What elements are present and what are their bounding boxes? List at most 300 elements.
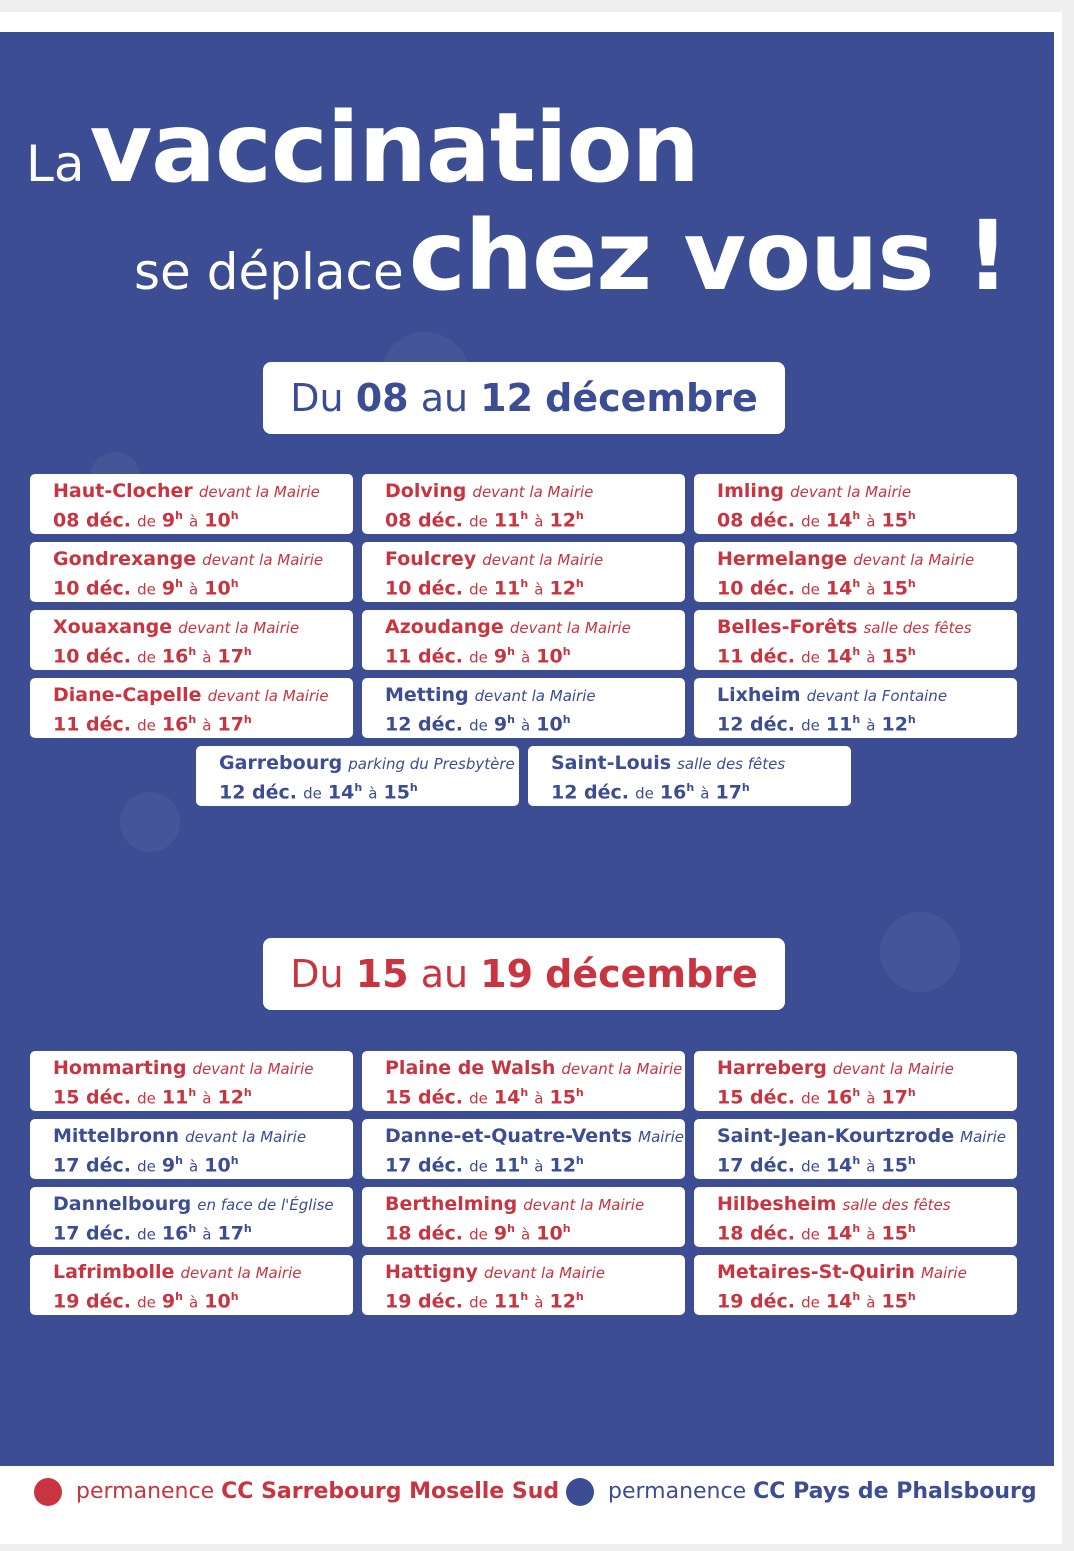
schedule-card [694,542,1017,602]
to-word: à [866,716,876,735]
card-line-1 [717,547,1017,572]
title-small-1: La [26,135,85,193]
from-word: de [801,1293,820,1312]
start-hour: 16 [161,645,189,668]
to-word: à [534,1157,544,1176]
card-line-2 [717,708,1017,737]
legend-blue-org: CC Pays de Phalsbourg [753,1479,1037,1504]
town-name: Lafrimbolle [53,1261,175,1283]
period-to: 19 [480,952,534,996]
card-line-2 [53,1217,353,1246]
hour-suffix: h [354,781,363,794]
schedule-card [362,474,685,534]
end-hour: 17 [217,1222,244,1245]
card-line-2 [717,504,1017,533]
card-line-2 [385,1081,685,1110]
card-line-1 [717,683,1017,708]
town-name: Azoudange [385,616,504,638]
card-line-1 [53,1124,353,1149]
period-mid: au [420,952,469,996]
to-word: à [521,1225,531,1244]
card-line-2 [717,1217,1017,1246]
date: 10 déc. [53,577,132,600]
start-hour: 11 [825,713,853,736]
card-line-2 [717,640,1017,669]
period-prefix: Du [290,376,344,420]
hour-suffix: h [175,1154,183,1167]
end-hour: 17 [881,1086,908,1109]
hour-suffix: h [852,509,861,522]
card-line-2 [53,1081,353,1110]
start-hour: 14 [327,781,355,804]
start-hour: 11 [493,577,521,600]
hour-suffix: h [507,1222,515,1235]
title-big-1: vaccination [89,92,699,204]
end-hour: 12 [549,1290,576,1313]
end-hour: 17 [217,713,244,736]
card-line-2 [385,504,685,533]
card-line-1 [219,751,519,776]
to-word: à [521,648,531,667]
start-hour: 14 [825,1290,853,1313]
schedule-card [30,1187,353,1247]
hour-suffix: h [852,645,861,658]
date: 08 déc. [385,509,464,532]
from-word: de [137,580,156,599]
card-line-2 [717,1285,1017,1314]
hour-suffix: h [520,1086,529,1099]
town-name: Saint-Louis [551,752,672,774]
to-word: à [189,512,199,531]
hour-suffix: h [507,713,515,726]
title-line-2 [134,200,1009,312]
town-name: Saint-Jean-Kourtzrode [717,1125,955,1147]
town-name: Belles-Forêts [717,616,858,638]
start-hour: 14 [825,1154,853,1177]
date: 19 déc. [717,1290,796,1313]
card-line-2 [717,572,1017,601]
card-line-1 [53,1260,353,1285]
virus-decoration [120,792,180,852]
end-hour: 10 [204,509,231,532]
town-name: Danne-et-Quatre-Vents [385,1125,633,1147]
period-month: décembre [545,952,758,996]
from-word: de [469,716,488,735]
hour-suffix: h [243,713,252,726]
to-word: à [202,648,212,667]
card-line-2 [53,640,353,669]
from-word: de [469,1293,488,1312]
end-hour: 10 [204,1154,231,1177]
venue: parking du Presbytère [348,755,515,773]
card-line-2 [385,1217,685,1246]
town-name: Dannelbourg [53,1193,192,1215]
schedule-card [30,1051,353,1111]
from-word: de [469,1157,488,1176]
town-name: Foulcrey [385,548,477,570]
date: 18 déc. [717,1222,796,1245]
venue: devant la Mairie [832,1060,954,1078]
schedule-card [30,1255,353,1315]
date: 12 déc. [551,781,630,804]
poster [0,32,1054,1466]
hour-suffix: h [243,645,252,658]
legend-red [34,1478,559,1518]
schedule-card [362,1051,685,1111]
town-name: Gondrexange [53,548,197,570]
period-mid: au [420,376,469,420]
venue: devant la Mairie [561,1060,683,1078]
schedule-card [30,542,353,602]
to-word: à [866,1089,876,1108]
card-line-1 [385,1260,685,1285]
date: 12 déc. [385,713,464,736]
start-hour: 9 [493,645,508,668]
hour-suffix: h [907,509,916,522]
hour-suffix: h [520,509,529,522]
schedule-card [694,1187,1017,1247]
to-word: à [866,1293,876,1312]
hour-suffix: h [243,1086,252,1099]
hour-suffix: h [741,781,750,794]
card-line-2 [53,1149,353,1178]
card-line-1 [385,479,685,504]
to-word: à [189,1293,199,1312]
town-name: Hommarting [53,1057,187,1079]
end-hour: 10 [204,577,231,600]
hour-suffix: h [243,1222,252,1235]
end-hour: 17 [217,645,244,668]
hour-suffix: h [852,1290,861,1303]
date: 17 déc. [385,1154,464,1177]
start-hour: 16 [825,1086,853,1109]
from-word: de [137,512,156,531]
start-hour: 11 [493,1290,521,1313]
town-name: Imling [717,480,785,502]
end-hour: 17 [715,781,742,804]
from-word: de [801,512,820,531]
schedule-card [30,1119,353,1179]
schedule-card [362,1187,685,1247]
card-line-2 [717,1081,1017,1110]
venue: devant la Mairie [523,1196,645,1214]
town-name: Metting [385,684,469,706]
date: 08 déc. [53,509,132,532]
end-hour: 15 [881,1290,908,1313]
to-word: à [700,784,710,803]
hour-suffix: h [230,1290,239,1303]
town-name: Lixheim [717,684,801,706]
from-word: de [303,784,322,803]
card-line-1 [717,1124,1017,1149]
start-hour: 11 [493,1154,521,1177]
town-name: Hermelange [717,548,848,570]
card-line-2 [385,640,685,669]
to-word: à [866,580,876,599]
legend-red-word: permanence [76,1479,215,1504]
hour-suffix: h [230,509,239,522]
from-word: de [137,1157,156,1176]
period-banner-1 [263,362,785,434]
hour-suffix: h [520,1154,529,1167]
to-word: à [521,716,531,735]
card-line-1 [53,615,353,640]
to-word: à [534,1089,544,1108]
card-line-2 [385,1149,685,1178]
hour-suffix: h [575,1086,584,1099]
to-word: à [534,512,544,531]
legend-blue-word: permanence [608,1479,747,1504]
from-word: de [137,1293,156,1312]
schedule-card [694,1255,1017,1315]
venue: salle des fêtes [842,1196,951,1214]
card-line-2 [385,572,685,601]
card-line-1 [385,1056,685,1081]
card-line-2 [717,1149,1017,1178]
date: 17 déc. [53,1222,132,1245]
hour-suffix: h [230,577,239,590]
schedule-card [362,542,685,602]
to-word: à [202,1089,212,1108]
card-line-1 [717,1056,1017,1081]
from-word: de [801,716,820,735]
start-hour: 11 [161,1086,189,1109]
hour-suffix: h [575,1154,584,1167]
to-word: à [866,512,876,531]
hour-suffix: h [409,781,418,794]
venue: devant la Mairie [483,1264,605,1282]
start-hour: 9 [493,1222,508,1245]
date: 11 déc. [385,645,464,668]
town-name: Harreberg [717,1057,827,1079]
end-hour: 10 [536,645,563,668]
from-word: de [801,1225,820,1244]
date: 10 déc. [385,577,464,600]
period-banner-2 [263,938,785,1010]
from-word: de [469,648,488,667]
venue: salle des fêtes [863,619,972,637]
hour-suffix: h [575,577,584,590]
date: 08 déc. [717,509,796,532]
end-hour: 15 [881,509,908,532]
start-hour: 16 [659,781,687,804]
from-word: de [469,512,488,531]
schedule-card [30,678,353,738]
card-line-1 [385,1192,685,1217]
schedule-card [30,474,353,534]
town-name: Plaine de Walsh [385,1057,556,1079]
start-hour: 16 [161,713,189,736]
card-line-2 [53,504,353,533]
period-from: 15 [355,952,409,996]
start-hour: 9 [161,577,176,600]
venue: devant la Mairie [207,687,329,705]
venue: devant la Mairie [790,483,912,501]
venue: Mairie [638,1128,685,1146]
hour-suffix: h [852,1086,861,1099]
town-name: Haut-Clocher [53,480,193,502]
hour-suffix: h [507,645,515,658]
hour-suffix: h [575,509,584,522]
town-name: Dolving [385,480,467,502]
venue: Mairie [920,1264,967,1282]
schedule-card [694,474,1017,534]
end-hour: 15 [549,1086,576,1109]
hour-suffix: h [175,577,183,590]
card-line-1 [551,751,851,776]
date: 11 déc. [717,645,796,668]
date: 11 déc. [53,713,132,736]
end-hour: 10 [204,1290,231,1313]
hour-suffix: h [520,1290,529,1303]
end-hour: 15 [881,1154,908,1177]
schedule-card [528,746,851,806]
venue: devant la Mairie [474,687,596,705]
card-line-1 [717,479,1017,504]
start-hour: 9 [161,509,176,532]
town-name: Berthelming [385,1193,518,1215]
hour-suffix: h [520,577,529,590]
venue: Mairie [960,1128,1007,1146]
town-name: Metaires-St-Quirin [717,1261,915,1283]
start-hour: 14 [825,577,853,600]
card-line-1 [53,1192,353,1217]
town-name: Diane-Capelle [53,684,202,706]
hour-suffix: h [907,1154,916,1167]
title-big-2: chez vous ! [408,200,1009,312]
card-line-1 [385,683,685,708]
card-line-2 [53,708,353,737]
title-line-1 [26,92,699,204]
hour-suffix: h [562,645,571,658]
hour-suffix: h [562,713,571,726]
end-hour: 12 [549,509,576,532]
hour-suffix: h [852,1222,861,1235]
hour-suffix: h [686,781,695,794]
legend-blue [566,1478,1037,1518]
card-line-1 [53,479,353,504]
card-line-2 [53,1285,353,1314]
end-hour: 15 [881,577,908,600]
card-line-1 [53,547,353,572]
hour-suffix: h [175,509,183,522]
start-hour: 14 [493,1086,521,1109]
to-word: à [189,1157,199,1176]
schedule-card [362,678,685,738]
date: 17 déc. [717,1154,796,1177]
to-word: à [202,716,212,735]
card-line-1 [385,615,685,640]
card-line-1 [385,547,685,572]
date: 10 déc. [717,577,796,600]
hour-suffix: h [852,713,861,726]
from-word: de [469,1089,488,1108]
town-name: Garrebourg [219,752,343,774]
card-line-1 [717,1260,1017,1285]
venue: devant la Mairie [509,619,631,637]
hour-suffix: h [562,1222,571,1235]
date: 17 déc. [53,1154,132,1177]
from-word: de [801,1089,820,1108]
hour-suffix: h [852,577,861,590]
town-name: Xouaxange [53,616,173,638]
from-word: de [137,716,156,735]
town-name: Mittelbronn [53,1125,180,1147]
schedule-card [196,746,519,806]
hour-suffix: h [188,645,197,658]
card-line-2 [219,776,519,805]
card-line-1 [385,1124,685,1149]
end-hour: 10 [536,713,563,736]
hour-suffix: h [907,645,916,658]
period-from: 08 [355,376,409,420]
hour-suffix: h [188,1222,197,1235]
venue: devant la Mairie [198,483,320,501]
from-word: de [137,1089,156,1108]
date: 19 déc. [53,1290,132,1313]
venue: devant la Fontaine [806,687,948,705]
from-word: de [801,648,820,667]
start-hour: 9 [161,1290,176,1313]
card-line-2 [385,708,685,737]
card-line-1 [53,683,353,708]
date: 19 déc. [385,1290,464,1313]
from-word: de [801,580,820,599]
end-hour: 15 [383,781,410,804]
virus-decoration [880,912,960,992]
to-word: à [189,580,199,599]
hour-suffix: h [907,1086,916,1099]
schedule-card [694,1119,1017,1179]
end-hour: 12 [881,713,908,736]
card-line-2 [385,1285,685,1314]
schedule-card [362,1119,685,1179]
date: 18 déc. [385,1222,464,1245]
card-line-1 [717,1192,1017,1217]
start-hour: 16 [161,1222,189,1245]
title-small-2: se déplace [134,243,404,301]
venue: devant la Mairie [192,1060,314,1078]
start-hour: 9 [493,713,508,736]
hour-suffix: h [852,1154,861,1167]
from-word: de [469,1225,488,1244]
red-dot-icon [34,1478,62,1506]
town-name: Hattigny [385,1261,478,1283]
from-word: de [137,648,156,667]
hour-suffix: h [907,713,916,726]
from-word: de [635,784,654,803]
start-hour: 14 [825,509,853,532]
to-word: à [534,1293,544,1312]
venue: salle des fêtes [677,755,786,773]
town-name: Hilbesheim [717,1193,837,1215]
start-hour: 9 [161,1154,176,1177]
date: 15 déc. [717,1086,796,1109]
schedule-card [694,678,1017,738]
hour-suffix: h [907,577,916,590]
venue: devant la Mairie [185,1128,307,1146]
venue: devant la Mairie [472,483,594,501]
end-hour: 15 [881,645,908,668]
legend-red-org: CC Sarrebourg Moselle Sud [221,1479,560,1504]
period-month: décembre [545,376,758,420]
from-word: de [137,1225,156,1244]
period-to: 12 [480,376,534,420]
to-word: à [368,784,378,803]
hour-suffix: h [175,1290,183,1303]
date: 15 déc. [53,1086,132,1109]
schedule-card [30,610,353,670]
